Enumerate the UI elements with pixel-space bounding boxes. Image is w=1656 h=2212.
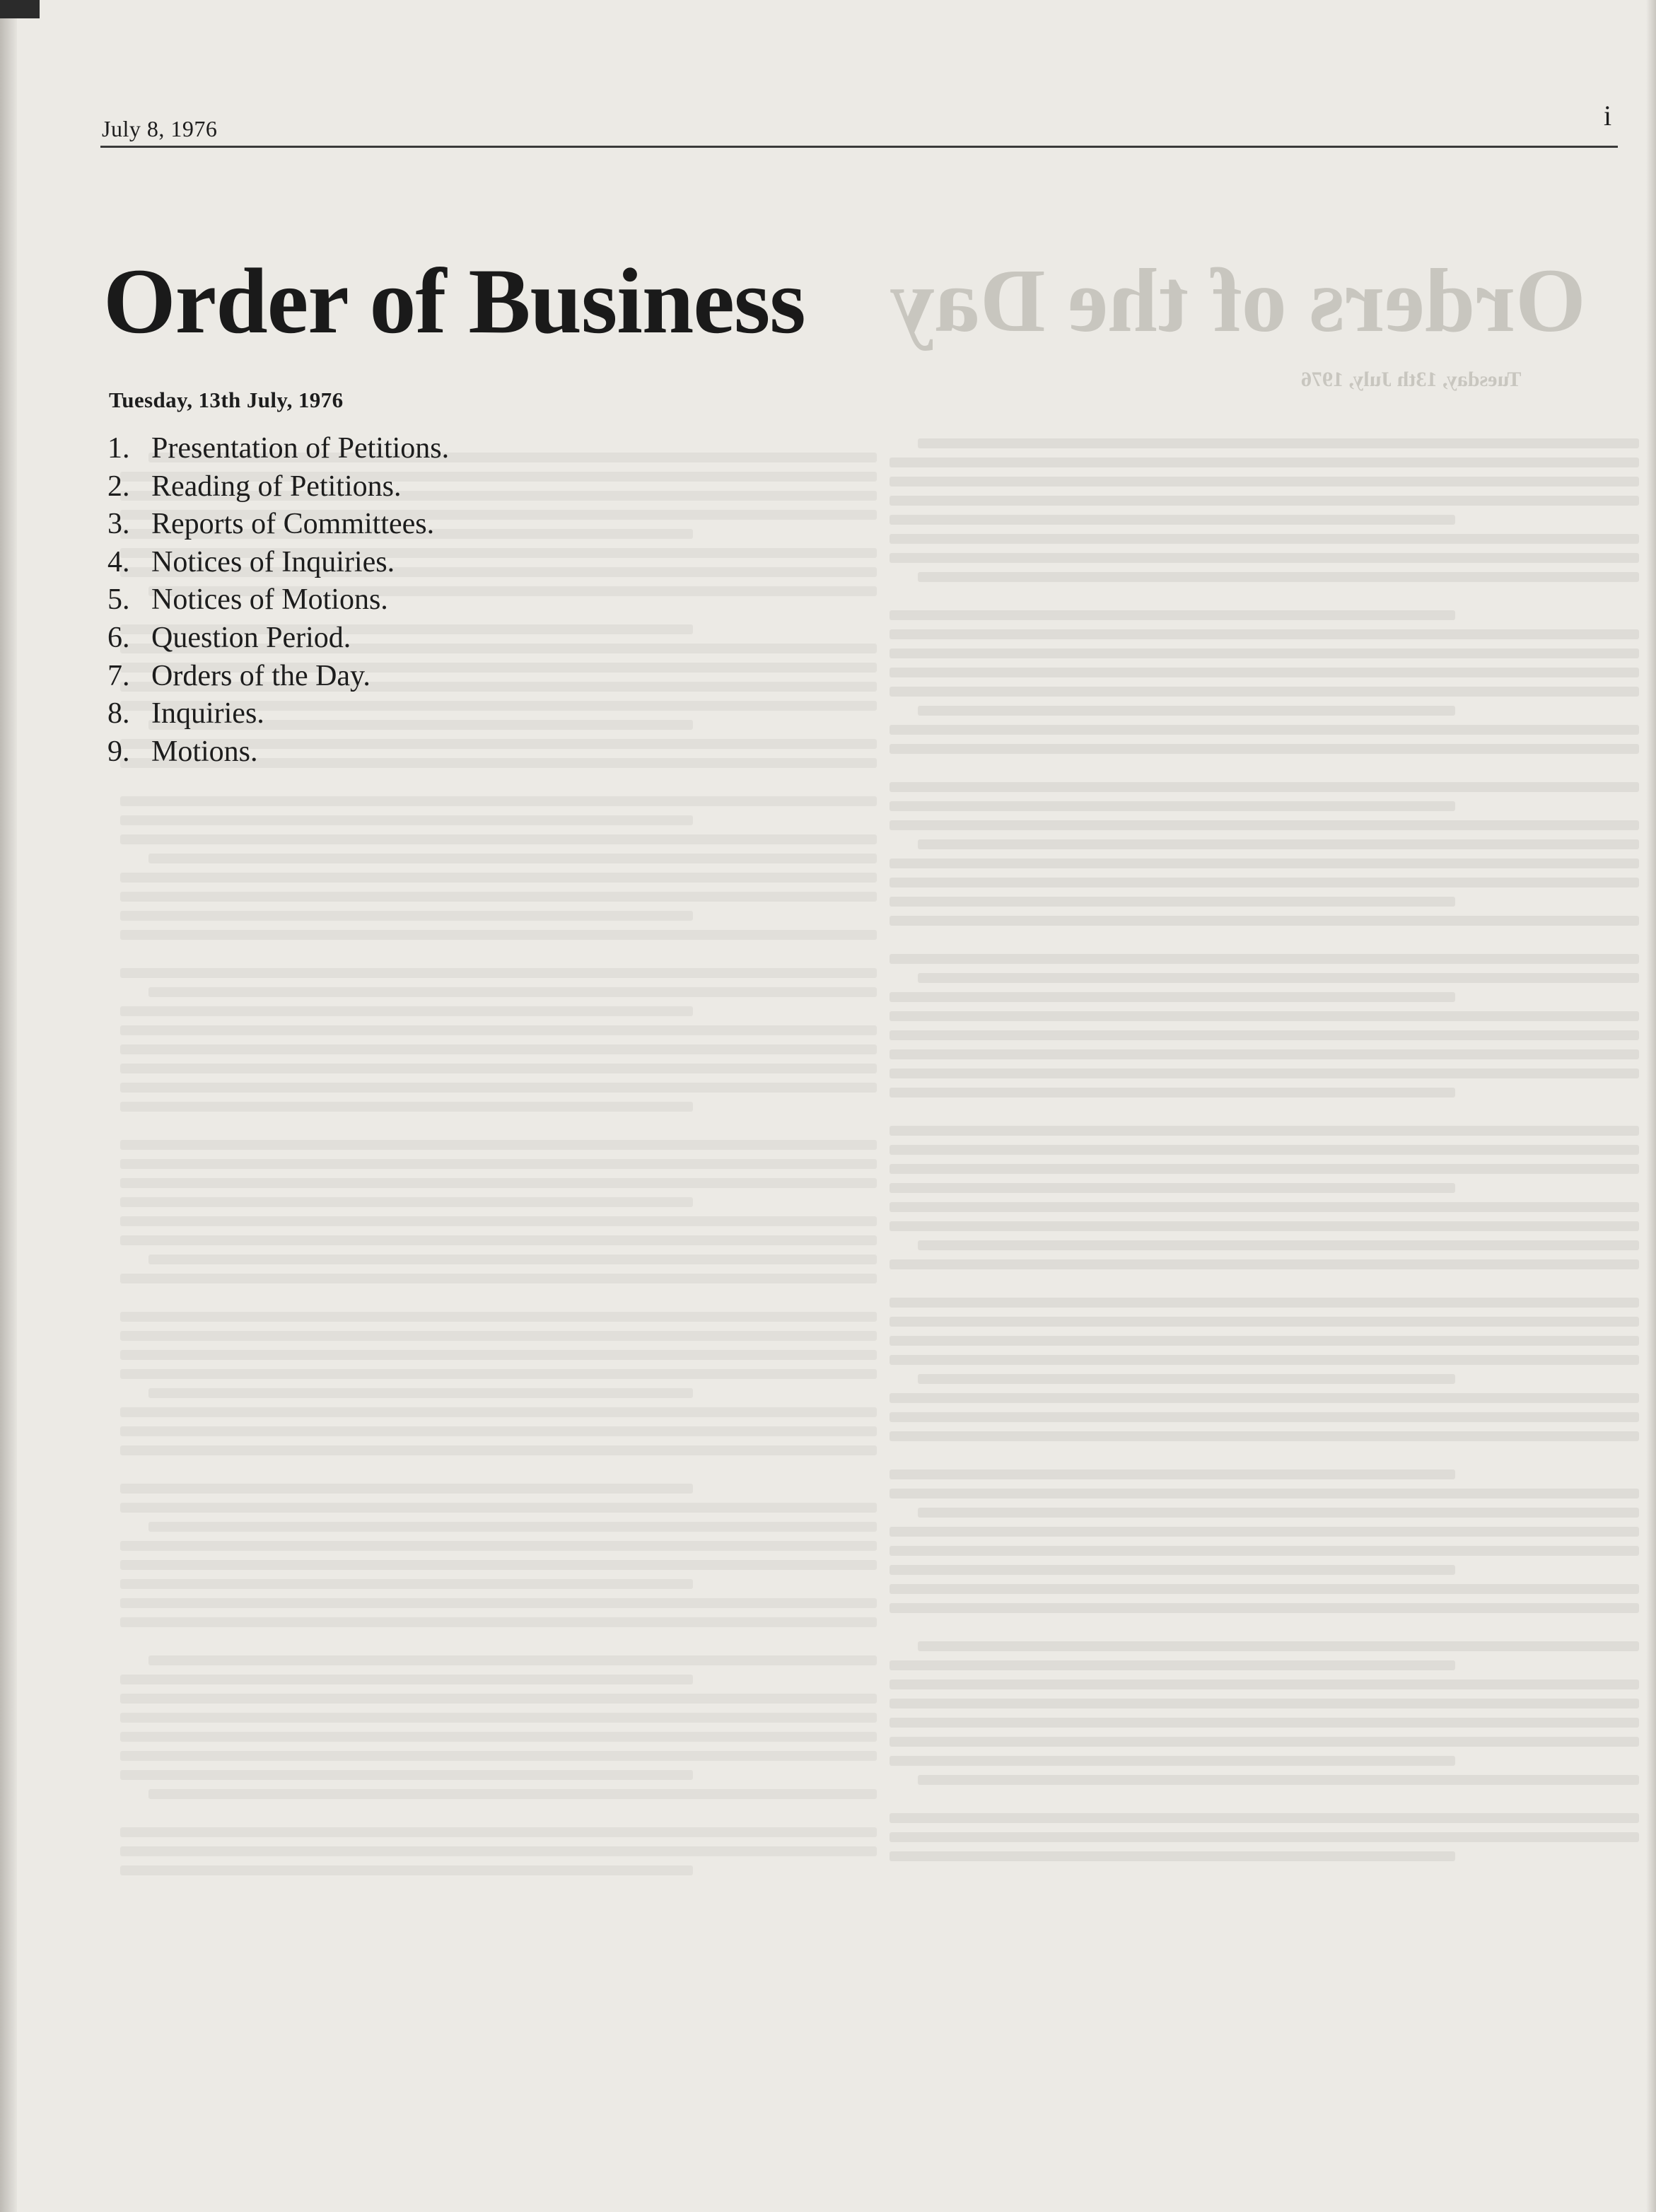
show-through-line (890, 629, 1639, 639)
item-label: Reading of Petitions. (151, 470, 402, 503)
list-item (107, 506, 449, 544)
show-through-line (120, 1732, 877, 1742)
show-through-line (120, 1751, 877, 1761)
show-through-line (890, 668, 1639, 677)
show-through-line (890, 992, 1455, 1002)
show-through-line (918, 572, 1639, 582)
show-through-line (120, 1006, 693, 1016)
list-item (107, 733, 449, 772)
show-through-line (120, 1102, 693, 1112)
show-through-line (890, 820, 1639, 830)
show-through-line (890, 610, 1455, 620)
show-through-line (120, 1025, 877, 1035)
show-through-line (120, 1770, 693, 1780)
show-through-line (120, 1675, 693, 1684)
show-through-line (890, 1832, 1639, 1842)
show-through-line (890, 1011, 1639, 1021)
show-through-line (120, 1044, 877, 1054)
show-through-line (890, 553, 1639, 563)
show-through-line (120, 1140, 877, 1150)
show-through-line (918, 1641, 1639, 1651)
show-through-title: Orders of the Day (890, 250, 1586, 351)
show-through-line (890, 954, 1639, 964)
show-through-line (120, 1445, 877, 1455)
show-through-line (890, 1718, 1639, 1728)
header-rule (100, 146, 1618, 148)
list-item (107, 544, 449, 582)
item-number: 1. (107, 432, 130, 465)
show-through-line (918, 1240, 1639, 1250)
show-through-line (918, 1775, 1639, 1785)
show-through-line (918, 973, 1639, 983)
item-number: 5. (107, 583, 130, 617)
show-through-line (120, 1713, 877, 1723)
show-through-line (890, 1355, 1639, 1365)
show-through-line (120, 1598, 877, 1608)
show-through-line (918, 839, 1639, 849)
page-number: i (1604, 100, 1612, 132)
show-through-line (918, 1508, 1639, 1518)
show-through-line (890, 878, 1639, 887)
show-through-line (120, 1064, 877, 1073)
show-through-line (918, 706, 1455, 716)
show-through-line (890, 687, 1639, 697)
show-through-line (120, 1274, 877, 1283)
show-through-line (120, 1312, 877, 1322)
show-through-line (120, 1827, 877, 1837)
show-through-line (120, 1484, 693, 1494)
show-through-line (890, 515, 1455, 525)
list-item (107, 430, 449, 468)
show-through-line (890, 782, 1639, 792)
show-through-line (918, 1374, 1455, 1384)
show-through-line (120, 1083, 877, 1093)
show-through-line (120, 1579, 693, 1589)
show-through-line (148, 1388, 693, 1398)
show-through-line (120, 1407, 877, 1417)
show-through-line (890, 1317, 1639, 1327)
show-through-line (890, 1336, 1639, 1346)
show-through-line (890, 458, 1639, 467)
item-label: Inquiries. (151, 697, 264, 730)
item-label: Notices of Motions. (151, 583, 388, 617)
show-through-line (890, 1049, 1639, 1059)
show-through-line (890, 1126, 1639, 1136)
item-label: Question Period. (151, 621, 351, 654)
show-through-line (120, 1617, 877, 1627)
show-through-line (890, 1431, 1639, 1441)
show-through-line (890, 1699, 1639, 1709)
show-through-line (918, 438, 1639, 448)
show-through-line (890, 1527, 1639, 1537)
show-through-line (890, 1412, 1639, 1422)
show-through-line (890, 1660, 1455, 1670)
show-through-line (148, 1522, 877, 1532)
show-through-line (890, 1584, 1639, 1594)
show-through-line (120, 1560, 877, 1570)
item-number: 6. (107, 621, 130, 654)
item-label: Orders of the Day. (151, 659, 371, 692)
show-through-line (120, 930, 877, 940)
show-through-line (120, 1369, 877, 1379)
scan-edge-right (1646, 0, 1656, 2212)
list-item (107, 468, 449, 506)
item-label: Presentation of Petitions. (151, 432, 450, 465)
show-through-line (890, 1259, 1639, 1269)
show-through-line (120, 968, 877, 978)
show-through-line (890, 1183, 1455, 1193)
item-number: 9. (107, 735, 130, 768)
item-number: 3. (107, 508, 130, 541)
show-through-line (120, 1235, 877, 1245)
show-through-line (120, 1503, 877, 1513)
show-through-line (120, 1197, 693, 1207)
show-through-line (890, 1756, 1455, 1766)
show-through-line (890, 1565, 1455, 1575)
header-date: July 8, 1976 (102, 116, 218, 141)
show-through-line (890, 1851, 1455, 1861)
show-through-line (890, 1202, 1639, 1212)
show-through-line (120, 1865, 693, 1875)
show-through-line (890, 1145, 1639, 1155)
list-item (107, 695, 449, 733)
show-through-line (120, 1159, 877, 1169)
show-through-line (120, 1846, 877, 1856)
item-number: 7. (107, 659, 130, 692)
show-through-line (890, 1546, 1639, 1556)
show-through-line (120, 1178, 877, 1188)
show-through-line (120, 1350, 877, 1360)
item-number: 4. (107, 545, 130, 578)
show-through-line (890, 1088, 1455, 1098)
session-date: Tuesday, 13th July, 1976 (109, 388, 344, 412)
show-through-line (890, 1221, 1639, 1231)
show-through-line (890, 1813, 1639, 1823)
show-through-line (890, 858, 1639, 868)
show-through-date: Tuesday, 13th July, 1976 (1301, 368, 1522, 391)
show-through-line (148, 854, 877, 863)
scan-edge-left (0, 0, 17, 2212)
item-label: Motions. (151, 735, 258, 768)
show-through-line (890, 1489, 1639, 1498)
show-through-line (120, 1331, 877, 1341)
item-label: Notices of Inquiries. (151, 545, 395, 578)
item-number: 2. (107, 470, 130, 503)
show-through-line (890, 534, 1639, 544)
page-title: Order of Business (103, 249, 805, 353)
list-item (107, 658, 449, 696)
show-through-line (120, 1426, 877, 1436)
show-through-line (148, 1789, 877, 1799)
show-through-line (890, 496, 1639, 506)
show-through-line (148, 1255, 877, 1264)
show-through-line (890, 1030, 1639, 1040)
show-through-line (890, 1737, 1639, 1747)
show-through-line (120, 1694, 877, 1704)
show-through-line (120, 873, 877, 883)
show-through-line (120, 892, 877, 902)
scan-corner-mark (0, 0, 40, 18)
show-through-line (890, 477, 1639, 487)
show-through-line (120, 796, 877, 806)
item-number: 8. (107, 697, 130, 730)
show-through-line (120, 1216, 877, 1226)
show-through-line (890, 1298, 1639, 1308)
show-through-line (148, 987, 877, 997)
show-through-line (120, 834, 877, 844)
list-item (107, 619, 449, 658)
show-through-line (890, 916, 1639, 926)
show-through-line (148, 1655, 877, 1665)
item-label: Reports of Committees. (151, 508, 435, 541)
show-through-line (890, 1680, 1639, 1689)
show-through-line (890, 648, 1639, 658)
show-through-line (120, 911, 693, 921)
show-through-line (890, 744, 1639, 754)
show-through-line (890, 1393, 1639, 1403)
show-through-line (890, 1069, 1639, 1078)
show-through-line (890, 897, 1455, 907)
show-through-line (890, 801, 1455, 811)
order-of-business-list (107, 430, 449, 771)
show-through-line (890, 725, 1639, 735)
list-item (107, 581, 449, 619)
show-through-line (890, 1603, 1639, 1613)
show-through-line (890, 1164, 1639, 1174)
show-through-line (120, 815, 693, 825)
show-through-line (120, 1541, 877, 1551)
show-through-line (890, 1469, 1455, 1479)
